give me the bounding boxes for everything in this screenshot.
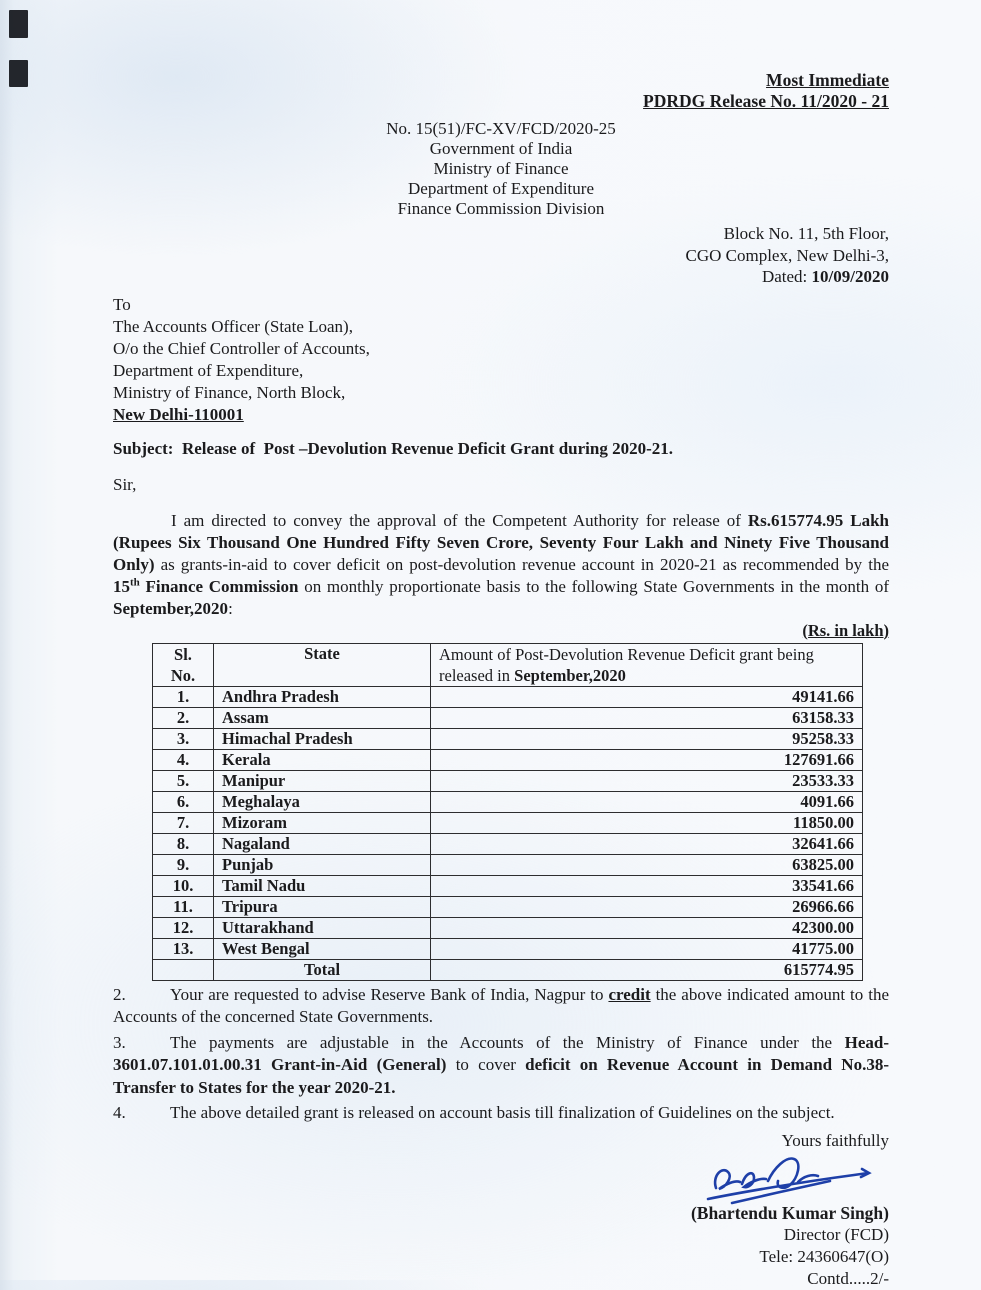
sl-cell: 11. bbox=[153, 896, 214, 917]
recipient-line3: Department of Expenditure, bbox=[113, 360, 304, 380]
amount-cell: 33541.66 bbox=[431, 875, 863, 896]
recipient-city: New Delhi-110001 bbox=[113, 404, 244, 424]
valediction: Yours faithfully bbox=[781, 1130, 889, 1150]
state-cell: Manipur bbox=[214, 770, 431, 791]
text-segment: th bbox=[130, 575, 140, 588]
table-row bbox=[153, 686, 863, 707]
recipient-line2: O/o the Chief Controller of Accounts, bbox=[113, 338, 370, 358]
text-segment: to cover bbox=[446, 1055, 526, 1074]
state-cell: Andhra Pradesh bbox=[214, 686, 431, 707]
org-line-division: Finance Commission Division bbox=[397, 199, 605, 218]
text-segment: I am directed to convey the approval of the Competent Authority for release of bbox=[171, 510, 748, 530]
text-segment: Your are requested to advise Reserve Bank of India, Nagpur to bbox=[170, 984, 609, 1004]
state-cell: Meghalaya bbox=[214, 791, 431, 812]
sl-cell: 12. bbox=[153, 917, 214, 938]
file-number: No. 15(51)/FC-XV/FCD/2020-25 bbox=[386, 119, 616, 138]
text-segment: credit bbox=[608, 984, 651, 1004]
table-row bbox=[153, 707, 863, 728]
state-cell: West Bengal bbox=[214, 938, 431, 959]
salutation: Sir, bbox=[113, 474, 137, 494]
letterhead bbox=[113, 119, 889, 219]
table-row bbox=[153, 728, 863, 749]
office-address-block bbox=[113, 223, 889, 288]
to-label: To bbox=[113, 294, 131, 314]
table-row bbox=[153, 896, 863, 917]
table-row bbox=[153, 749, 863, 770]
text-segment: as grants-in-aid to cover deficit on post-devolution revenue account in 2020-21 as recommended by the bbox=[154, 554, 889, 574]
table-row bbox=[153, 854, 863, 875]
priority-header bbox=[113, 70, 889, 112]
subject-line: Subject: Release of Post –Devolution Revenue Deficit Grant during 2020-21. bbox=[113, 438, 673, 458]
total-empty-cell bbox=[153, 959, 214, 980]
table-row bbox=[153, 833, 863, 854]
sl-cell: 9. bbox=[153, 854, 214, 875]
body-paragraph-2 bbox=[113, 984, 889, 1029]
sl-cell: 6. bbox=[153, 791, 214, 812]
paragraph-text bbox=[170, 1103, 835, 1122]
header-sl-no bbox=[153, 643, 214, 686]
scan-artifact-mark bbox=[9, 60, 28, 87]
paragraph-text bbox=[113, 985, 889, 1027]
amount-cell: 41775.00 bbox=[431, 938, 863, 959]
org-line-department: Department of Expenditure bbox=[408, 179, 594, 198]
amount-cell: 63825.00 bbox=[431, 854, 863, 875]
table-row bbox=[153, 917, 863, 938]
recipient-address-block bbox=[113, 294, 889, 426]
org-line-government: Government of India bbox=[429, 139, 573, 158]
amount-cell: 49141.66 bbox=[431, 686, 863, 707]
state-cell: Assam bbox=[214, 707, 431, 728]
sl-cell: 4. bbox=[153, 749, 214, 770]
signatory-telephone: Tele: 24360647(O) bbox=[759, 1246, 889, 1266]
sl-cell: 8. bbox=[153, 833, 214, 854]
text-segment: Rs.615774.95 Lakh (Rupees Six Thousand One Hundred Fifty Seven Crore, Seventy Four Lakh and Ninety Five Thousand Only) bbox=[113, 510, 889, 574]
state-cell: Punjab bbox=[214, 854, 431, 875]
dated-value: 10/09/2020 bbox=[811, 267, 889, 286]
text-segment: : bbox=[228, 598, 233, 618]
amount-cell: 32641.66 bbox=[431, 833, 863, 854]
signature-icon bbox=[113, 1154, 877, 1206]
amount-cell: 63158.33 bbox=[431, 707, 863, 728]
text-segment: September,2020 bbox=[113, 598, 229, 618]
amount-cell: 4091.66 bbox=[431, 791, 863, 812]
office-address-line1: Block No. 11, 5th Floor, bbox=[723, 224, 889, 243]
text-segment: deficit on Revenue Account in Demand No.38-Transfer to States for the year 2020-21. bbox=[113, 1055, 889, 1097]
amount-cell: 23533.33 bbox=[431, 770, 863, 791]
table-row bbox=[153, 938, 863, 959]
state-cell: Mizoram bbox=[214, 812, 431, 833]
scan-artifact-mark bbox=[9, 10, 28, 38]
sl-cell: 10. bbox=[153, 875, 214, 896]
office-address-line2: CGO Complex, New Delhi-3, bbox=[685, 245, 889, 265]
sl-cell: 3. bbox=[153, 728, 214, 749]
state-cell: Tripura bbox=[214, 896, 431, 917]
recipient-line1: The Accounts Officer (State Loan), bbox=[113, 316, 353, 336]
header-state: State bbox=[214, 643, 431, 686]
grant-release-table bbox=[152, 643, 863, 981]
most-immediate-label: Most Immediate bbox=[766, 70, 889, 90]
amount-cell: 95258.33 bbox=[431, 728, 863, 749]
state-cell: Himachal Pradesh bbox=[214, 728, 431, 749]
text-segment: 15 bbox=[113, 576, 130, 596]
sl-cell: 13. bbox=[153, 938, 214, 959]
paragraph-number: 3. bbox=[113, 1032, 126, 1052]
signatory-name: (Bhartendu Kumar Singh) bbox=[690, 1202, 889, 1223]
text-segment: Amount of Post-Devolution Revenue Deficit grant being released in bbox=[439, 644, 814, 685]
table-row bbox=[153, 812, 863, 833]
header-sl-line2: No. bbox=[170, 665, 196, 685]
body-paragraph-3 bbox=[113, 1032, 889, 1100]
amount-cell: 26966.66 bbox=[431, 896, 863, 917]
table-header-row bbox=[153, 643, 863, 686]
paragraph-number: 4. bbox=[113, 1103, 126, 1122]
total-label-cell: Total bbox=[214, 959, 431, 980]
sl-cell: 7. bbox=[153, 812, 214, 833]
state-cell: Tamil Nadu bbox=[214, 875, 431, 896]
text-segment: Finance Commission bbox=[139, 576, 299, 596]
paragraph-number: 2. bbox=[113, 984, 126, 1004]
signatory-designation: Director (FCD) bbox=[783, 1224, 889, 1244]
amount-cell: 127691.66 bbox=[431, 749, 863, 770]
units-note-text: (Rs. in lakh) bbox=[802, 620, 889, 640]
paragraph-text bbox=[113, 511, 889, 618]
table-row bbox=[153, 791, 863, 812]
sl-cell: 5. bbox=[153, 770, 214, 791]
text-segment: the above indicated amount to the Accounts of the concerned State Governments. bbox=[113, 984, 889, 1026]
table-row bbox=[153, 875, 863, 896]
paragraph-text bbox=[113, 1033, 889, 1097]
state-cell: Nagaland bbox=[214, 833, 431, 854]
table-row bbox=[153, 770, 863, 791]
units-note bbox=[113, 621, 889, 641]
state-cell: Uttarakhand bbox=[214, 917, 431, 938]
dated-line bbox=[113, 266, 889, 288]
release-number: PDRDG Release No. 11/2020 - 21 bbox=[643, 91, 889, 111]
amount-cell: 11850.00 bbox=[431, 812, 863, 833]
text-segment: September,2020 bbox=[514, 665, 626, 685]
header-amount bbox=[431, 643, 863, 686]
org-line-ministry: Ministry of Finance bbox=[433, 159, 569, 178]
text-segment: The above detailed grant is released on account basis till finalization of Guidelines on the subject. bbox=[170, 1103, 835, 1122]
recipient-line4: Ministry of Finance, North Block, bbox=[113, 382, 346, 402]
sl-cell: 1. bbox=[153, 686, 214, 707]
closing-block bbox=[113, 1130, 889, 1290]
table-body bbox=[153, 686, 863, 959]
header-sl-line1: Sl. bbox=[174, 644, 192, 664]
state-cell: Kerala bbox=[214, 749, 431, 770]
total-row bbox=[153, 959, 863, 980]
sl-cell: 2. bbox=[153, 707, 214, 728]
amount-cell: 42300.00 bbox=[431, 917, 863, 938]
total-amount-cell: 615774.95 bbox=[431, 959, 863, 980]
body-paragraph-4 bbox=[113, 1102, 889, 1125]
text-segment: The payments are adjustable in the Accounts of the Ministry of Finance under the bbox=[170, 1032, 845, 1052]
text-segment: Head-3601.07.101.01.00.31 Grant-in-Aid (General) bbox=[113, 1032, 889, 1074]
dated-label: Dated: bbox=[761, 267, 812, 286]
continuation-note: Contd.....2/- bbox=[807, 1268, 889, 1288]
body-paragraph-1 bbox=[113, 510, 889, 620]
text-segment: on monthly proportionate basis to the following State Governments in the month of bbox=[298, 576, 889, 596]
